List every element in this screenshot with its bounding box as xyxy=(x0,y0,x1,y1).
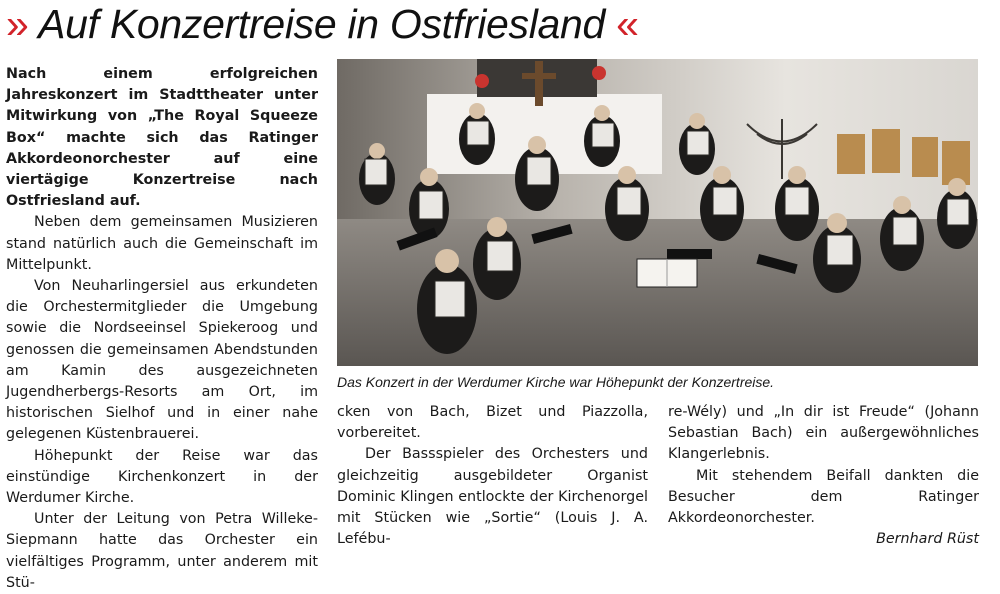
article-paragraph: Neben dem gemeinsamen Musizieren stand natürlich auch die Gemeinschaft im Mittelpunkt. xyxy=(6,214,318,273)
article-lead: Nach einem erfolgreichen Jahreskonzert im Stadttheater unter Mitwirkung von „The Royal Squeeze Box“ machte sich das Ratinger Akkordeonorchester auf eine viertägige Konzertreise nach Ostfriesland auf. xyxy=(6,66,318,210)
headline-close-quote: « xyxy=(616,1,639,47)
concert-photo-illustration xyxy=(337,59,978,366)
article-column-1 xyxy=(6,64,318,594)
article-paragraph: re-Wély) und „In dir ist Freude“ (Johann Sebastian Bach) ein außergewöhnliches Klangerlebnis. xyxy=(668,404,979,463)
headline-open-quote: » xyxy=(6,1,29,47)
article-paragraph: Von Neuharlingersiel aus erkundeten die Orchestermitglieder die Umgebung sowie die Nordseeinsel Spiekeroog und genossen die gemeinsamen Abendstunden am Kamin des ausgezeichneten Jugendherbergs-Resorts am Ort, im historischen Sielhof und in einer nahe gelegenen Küstenbrauerei. xyxy=(6,278,318,443)
concert-photo xyxy=(337,59,978,366)
article-paragraph: Höhepunkt der Reise war das einstündige Kirchenkonzert in der Werdumer Kirche. xyxy=(6,447,318,507)
article-paragraph: Unter der Leitung von Petra Willeke-Siepmann hatte das Orchester ein vielfältiges Programm, unter anderem mit Stü- xyxy=(6,511,318,591)
article-paragraph: Der Bassspieler des Orchesters und gleichzeitig ausgebildeter Organist Dominic Klingen entlockte der Kirchenorgel mit Stücken wie „Sortie“ (Louis J. A. Lefébu- xyxy=(337,446,648,548)
article-paragraph: cken von Bach, Bizet und Piazzolla, vorbereitet. xyxy=(337,404,648,442)
author-signature: Bernhard Rüst xyxy=(876,531,979,548)
headline-text: Auf Konzertreise in Ostfriesland xyxy=(38,1,606,47)
article-headline xyxy=(6,0,639,50)
article-paragraph: Mit stehendem Beifall dankten die Besucher dem Ratinger Akkordeonorchester. xyxy=(668,467,979,527)
article-column-3 xyxy=(668,402,979,550)
photo-caption: Das Konzert in der Werdumer Kirche war Höhepunkt der Konzertreise. xyxy=(337,374,775,390)
article-column-2 xyxy=(337,402,648,550)
